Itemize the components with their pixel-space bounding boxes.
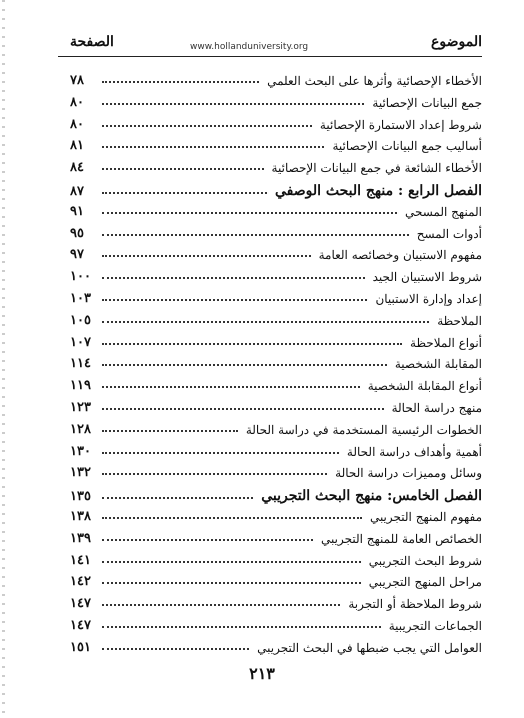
entry-title: الجماعات التجريبية bbox=[388, 619, 482, 633]
toc-row bbox=[70, 153, 482, 175]
dot-leader bbox=[102, 212, 397, 214]
entry-title: الأخطاء الإحصائية وأثرها على البحث العلمي bbox=[267, 74, 482, 88]
dot-leader bbox=[102, 125, 312, 127]
entry-page-number: ٨١ bbox=[70, 138, 84, 154]
entry-title: وسائل ومميزات دراسة الحالة bbox=[335, 466, 482, 481]
toc-row bbox=[70, 502, 482, 524]
scan-edge bbox=[2, 0, 5, 718]
entry-title: مفهوم المنهج التجريبي bbox=[369, 510, 482, 524]
chapter-title: الفصل الخامس: منهج البحث التجريبي bbox=[261, 488, 482, 505]
entry-title: شروط إعداد الاستمارة الإحصائية bbox=[319, 117, 482, 132]
toc-row bbox=[70, 262, 482, 284]
entry-page-number: ١٠٧ bbox=[70, 334, 91, 350]
toc-row bbox=[70, 349, 482, 371]
entry-title: مراحل المنهج التجريبي bbox=[368, 575, 482, 590]
entry-page-number: ١٣٨ bbox=[70, 509, 91, 524]
toc-row bbox=[70, 88, 482, 110]
dot-leader bbox=[102, 277, 365, 279]
toc-row bbox=[70, 328, 482, 350]
entry-title: جمع البيانات الإحصائية bbox=[372, 95, 482, 110]
entry-page-number: ١١٩ bbox=[70, 378, 91, 394]
entry-title: المنهج المسحي bbox=[404, 204, 482, 219]
dot-leader bbox=[102, 81, 259, 83]
dot-leader bbox=[102, 561, 361, 563]
entry-page-number: ١٤٧ bbox=[70, 596, 91, 612]
toc-row bbox=[70, 219, 482, 241]
entry-page-number: ١٠٥ bbox=[70, 312, 91, 328]
dot-leader bbox=[102, 408, 384, 410]
entry-page-number: ١٠٣ bbox=[70, 291, 91, 306]
toc-row bbox=[70, 66, 482, 88]
entry-page-number: ٨٤ bbox=[70, 160, 84, 176]
toc-row bbox=[70, 131, 482, 153]
entry-title: الخصائص العامة للمنهج التجريبي bbox=[321, 531, 482, 546]
dot-leader bbox=[102, 299, 367, 301]
dot-leader bbox=[102, 452, 339, 454]
entry-title: أنواع المقابلة الشخصية bbox=[367, 379, 482, 394]
entry-page-number: ٨٧ bbox=[70, 184, 84, 199]
entry-page-number: ٨٠ bbox=[70, 94, 84, 110]
dot-leader bbox=[102, 255, 311, 257]
toc-row bbox=[70, 589, 482, 611]
toc-row bbox=[70, 284, 482, 306]
dot-leader bbox=[102, 192, 267, 194]
toc-row bbox=[70, 633, 482, 655]
dot-leader bbox=[102, 146, 324, 148]
entry-page-number: ١٣٥ bbox=[70, 489, 91, 505]
dot-leader bbox=[102, 626, 381, 628]
dot-leader bbox=[102, 582, 361, 584]
toc-row bbox=[70, 393, 482, 415]
entry-title: أنواع الملاحظة bbox=[410, 335, 482, 350]
entry-page-number: ١٢٨ bbox=[70, 421, 91, 437]
dot-leader bbox=[102, 168, 264, 170]
dot-leader bbox=[102, 103, 364, 105]
entry-title: الخطوات الرئيسية المستخدمة في دراسة الحالة bbox=[245, 422, 482, 437]
entry-page-number: ١٥١ bbox=[70, 639, 91, 655]
entry-title: شروط البحث التجريبي bbox=[368, 553, 482, 568]
dot-leader bbox=[102, 539, 313, 541]
entry-page-number: ١٢٣ bbox=[70, 400, 91, 415]
dot-leader bbox=[102, 517, 362, 519]
entry-page-number: ١١٤ bbox=[70, 356, 91, 372]
entry-page-number: ٩١ bbox=[70, 203, 84, 219]
dot-leader bbox=[102, 386, 360, 388]
entry-title: مفهوم الاستبيان وخصائصه العامة bbox=[318, 248, 482, 263]
toc-row bbox=[70, 611, 482, 633]
entry-title: الملاحظة bbox=[437, 313, 482, 328]
toc-chapter-row bbox=[70, 175, 482, 199]
entry-title: أساليب جمع البيانات الإحصائية bbox=[332, 139, 482, 154]
entry-title: منهج دراسة الحالة bbox=[391, 401, 482, 415]
dot-leader bbox=[102, 321, 429, 323]
entry-page-number: ٩٥ bbox=[70, 225, 84, 241]
entry-page-number: ١٣٩ bbox=[70, 530, 91, 546]
page-number: ٢١٣ bbox=[249, 664, 275, 683]
dot-leader bbox=[102, 648, 249, 650]
dot-leader bbox=[102, 473, 327, 475]
dot-leader bbox=[102, 343, 402, 345]
entry-title: أدوات المسح bbox=[416, 226, 482, 241]
entry-page-number: ٨٠ bbox=[70, 116, 84, 132]
toc-row bbox=[70, 306, 482, 328]
dot-leader bbox=[102, 430, 238, 432]
entry-page-number: ١٤٧ bbox=[70, 618, 91, 633]
entry-page-number: ٩٧ bbox=[70, 247, 84, 263]
toc-row bbox=[70, 415, 482, 437]
toc-row bbox=[70, 110, 482, 132]
dot-leader bbox=[102, 604, 340, 606]
entry-page-number: ١٠٠ bbox=[70, 269, 91, 285]
toc-chapter-row bbox=[70, 480, 482, 504]
entry-page-number: ١٤٢ bbox=[70, 574, 91, 590]
entry-title: المقابلة الشخصية bbox=[394, 357, 482, 372]
page-column-label: الصفحة bbox=[70, 34, 114, 50]
toc-row bbox=[70, 371, 482, 393]
chapter-title: الفصل الرابع : منهج البحث الوصفي bbox=[274, 183, 482, 199]
dot-leader bbox=[102, 497, 253, 499]
entry-title: شروط الملاحظة أو التجربة bbox=[348, 597, 482, 612]
toc-row bbox=[70, 240, 482, 262]
toc-row bbox=[70, 524, 482, 546]
entry-title: الأخطاء الشائعة في جمع البيانات الإحصائية bbox=[271, 161, 482, 176]
entry-page-number: ١٣٠ bbox=[70, 443, 91, 459]
toc-row bbox=[70, 437, 482, 459]
entry-title: العوامل التي يجب ضبطها في البحث التجريبي bbox=[257, 640, 482, 655]
toc-row bbox=[70, 567, 482, 589]
toc-row bbox=[70, 546, 482, 568]
entry-title: إعداد وإدارة الاستبيان bbox=[375, 292, 482, 306]
entry-title: أهمية وأهداف دراسة الحالة bbox=[346, 444, 482, 459]
watermark-url: www.hollanduniversity.org bbox=[190, 42, 309, 52]
dot-leader bbox=[102, 234, 409, 236]
entry-page-number: ١٣٢ bbox=[70, 465, 91, 481]
topic-column-label: الموضوع bbox=[431, 34, 482, 50]
entry-title: شروط الاستبيان الجيد bbox=[372, 270, 482, 285]
entry-page-number: ٧٨ bbox=[70, 73, 84, 88]
dot-leader bbox=[102, 364, 387, 366]
entry-page-number: ١٤١ bbox=[70, 552, 91, 568]
toc-row bbox=[70, 458, 482, 480]
toc-row bbox=[70, 197, 482, 219]
